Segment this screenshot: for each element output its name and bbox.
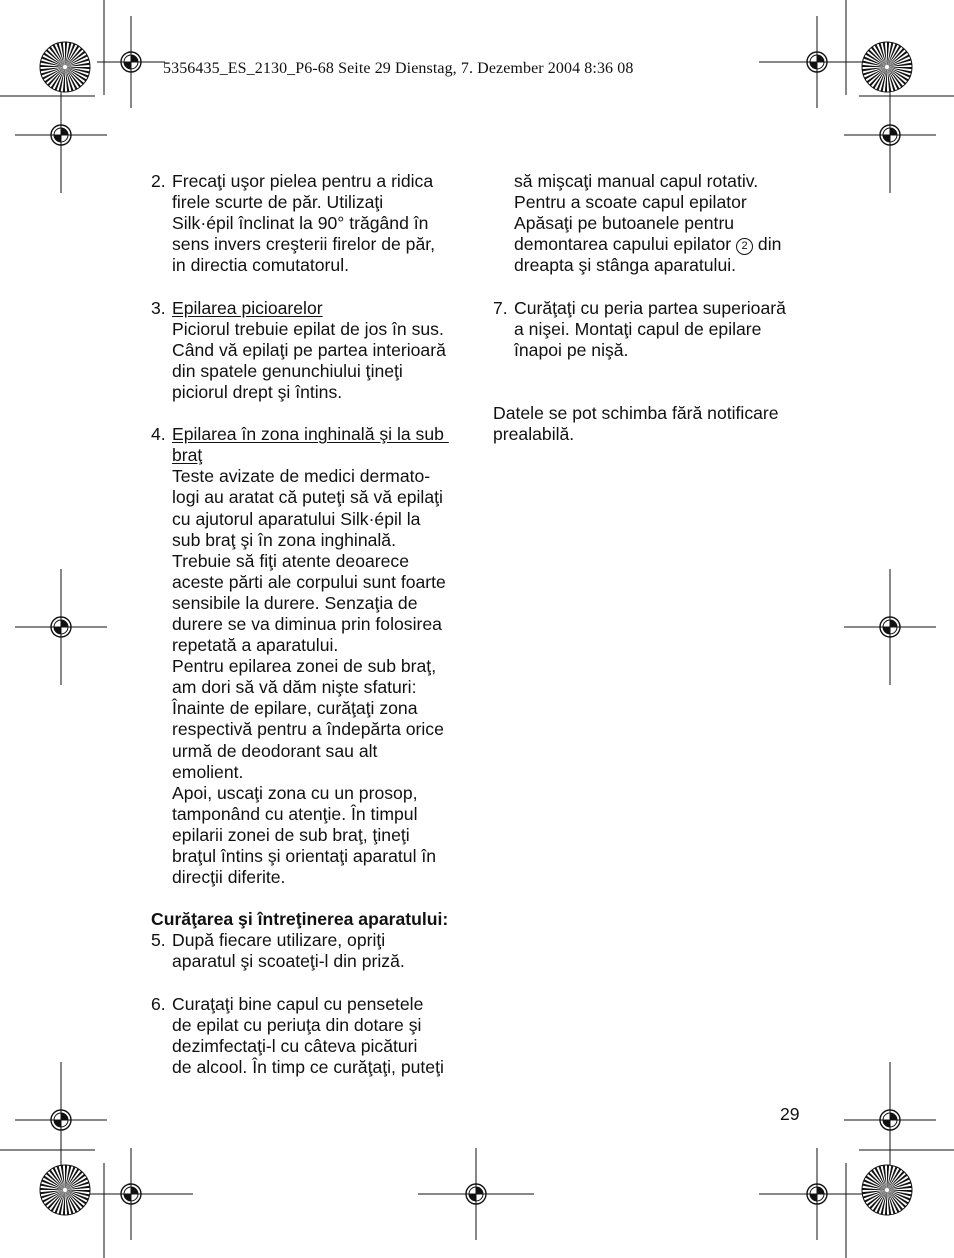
list-item-7	[493, 298, 813, 361]
text-line: Piciorul trebuie epilat de jos în sus.	[172, 318, 444, 339]
text-line: dreapta şi stânga aparatului.	[514, 255, 737, 276]
text-line: Când vă epilaţi pe partea interioară	[172, 339, 446, 360]
printer-slug-line: 5356435_ES_2130_P6-68 Seite 29 Dienstag, 7. Dezember 2004 8:36 08	[163, 60, 634, 77]
text-line: am dori să vă dăm nişte sfaturi:	[172, 677, 417, 698]
text-line: sub braţ şi în zona inghinală.	[172, 529, 396, 550]
registration-crosshair-icon	[418, 1148, 534, 1240]
text-line: aceste părti ale corpului sunt foarte	[172, 571, 446, 592]
text-line: in directia comutatorul.	[172, 255, 349, 276]
text-line: urmă de deodorant sau alt	[172, 740, 378, 761]
registration-crosshair-icon	[844, 1062, 936, 1178]
registration-starburst-icon	[862, 42, 912, 92]
item-number: 4.	[151, 424, 166, 445]
text-line: înapoi pe nişă.	[514, 339, 629, 360]
list-item-6-continued	[493, 171, 813, 276]
page-number: 29	[780, 1104, 800, 1124]
list-item-5	[151, 930, 471, 972]
text-line: a nişei. Montaţi capul de epilare	[514, 318, 762, 339]
registration-crosshair-icon	[759, 16, 875, 108]
text-line: durere se va diminua prin folosirea	[172, 613, 442, 634]
text-line: Teste avizate de medici dermato-	[172, 466, 431, 487]
item-number: 2.	[151, 171, 166, 191]
text-line: Silk·épil înclinat la 90° trăgând în	[172, 213, 429, 234]
item-number: 3.	[151, 297, 166, 318]
registration-crosshair-icon	[844, 77, 936, 193]
registration-crosshair-icon	[97, 16, 165, 108]
text-line: cu ajutorul aparatului Silk·épil la	[172, 508, 421, 529]
registration-crosshair-icon	[759, 1148, 875, 1240]
item-title: Epilarea picioarelor	[172, 297, 323, 318]
section-heading: Curăţarea şi întreţinerea aparatului:	[151, 909, 449, 930]
text-line: Frecaţi uşor pielea pentru a ridica	[172, 171, 434, 191]
text-line: dezimfectaţi-l cu câteva picături	[172, 1035, 418, 1056]
text-line: epilarii zonei de sub braţ, ţineţi	[172, 824, 410, 845]
left-column	[151, 171, 471, 1078]
registration-crosshair-icon	[15, 77, 107, 193]
text-line: aparatul şi scoateţi-l din priză.	[172, 951, 405, 972]
change-notice	[493, 403, 813, 445]
text-fragment: demontarea capului epilator	[514, 234, 737, 255]
text-line: Apoi, uscaţi zona cu un prosop,	[172, 782, 418, 803]
registration-crosshair-icon	[15, 569, 107, 685]
text-line: piciorul drept şi întins.	[172, 381, 343, 402]
figure-reference-circled-number: 2	[736, 238, 753, 255]
text-line: Pentru epilarea zonei de sub braţ,	[172, 656, 437, 677]
text-line: repetată a aparatului.	[172, 635, 339, 656]
registration-crosshair-icon	[15, 1062, 107, 1178]
list-item-4	[151, 424, 471, 888]
text-line: firele scurte de păr. Utilizaţi	[172, 192, 384, 213]
text-line: să mişcaţi manual capul rotativ.	[514, 171, 759, 191]
right-column	[493, 171, 813, 445]
text-line: Trebuie să fiţi atente deoarece	[172, 550, 410, 571]
text-line: tamponând cu atenţie. În timpul	[172, 803, 418, 824]
registration-starburst-icon	[40, 1165, 90, 1215]
registration-starburst-icon	[862, 1165, 912, 1215]
list-item-3	[151, 298, 471, 403]
text-line: Curaţaţi bine capul cu pensetele	[172, 993, 424, 1014]
text-line: de alcool. În timp ce curăţaţi, puteţi	[172, 1056, 444, 1077]
text-line: logi au aratat că puteţi să vă epilaţi	[172, 487, 443, 508]
text-line: respectivă pentru a îndepărta orice	[172, 719, 444, 740]
text-line: sensibile la durere. Senzaţia de	[172, 592, 418, 613]
text-fragment: din	[753, 234, 782, 255]
item-title: Epilarea în zona inghinală şi la sub	[172, 424, 449, 445]
text-line: Curăţaţi cu peria partea superioară	[514, 297, 786, 318]
registration-crosshair-icon	[844, 569, 936, 685]
text-line: prealabilă.	[493, 424, 575, 445]
text-line: Pentru a scoate capul epilator	[514, 192, 747, 213]
list-item-6	[151, 994, 471, 1078]
text-line: de epilat cu periuţa din dotare şi	[172, 1014, 422, 1035]
item-number: 6.	[151, 993, 166, 1014]
text-line: direcţii diferite.	[172, 867, 286, 888]
item-number: 7.	[493, 297, 508, 318]
text-line: Înainte de epilare, curăţaţi zona	[172, 698, 418, 719]
text-line: din spatele genunchiului ţineţi	[172, 360, 403, 381]
text-line: sens invers creşterii firelor de păr,	[172, 234, 436, 255]
item-number: 5.	[151, 930, 166, 951]
text-line: După fiecare utilizare, opriţi	[172, 930, 386, 951]
text-line-with-figure-ref	[514, 234, 813, 255]
text-line: Datele se pot schimba fără notificare	[493, 403, 779, 424]
text-line: braţul întins şi orientaţi aparatul în	[172, 846, 437, 866]
text-line: emolient.	[172, 761, 244, 782]
item-title: braţ	[172, 445, 203, 466]
text-line: Apăsaţi pe butoanele pentru	[514, 213, 735, 234]
list-item-2	[151, 171, 471, 276]
registration-starburst-icon	[40, 42, 90, 92]
